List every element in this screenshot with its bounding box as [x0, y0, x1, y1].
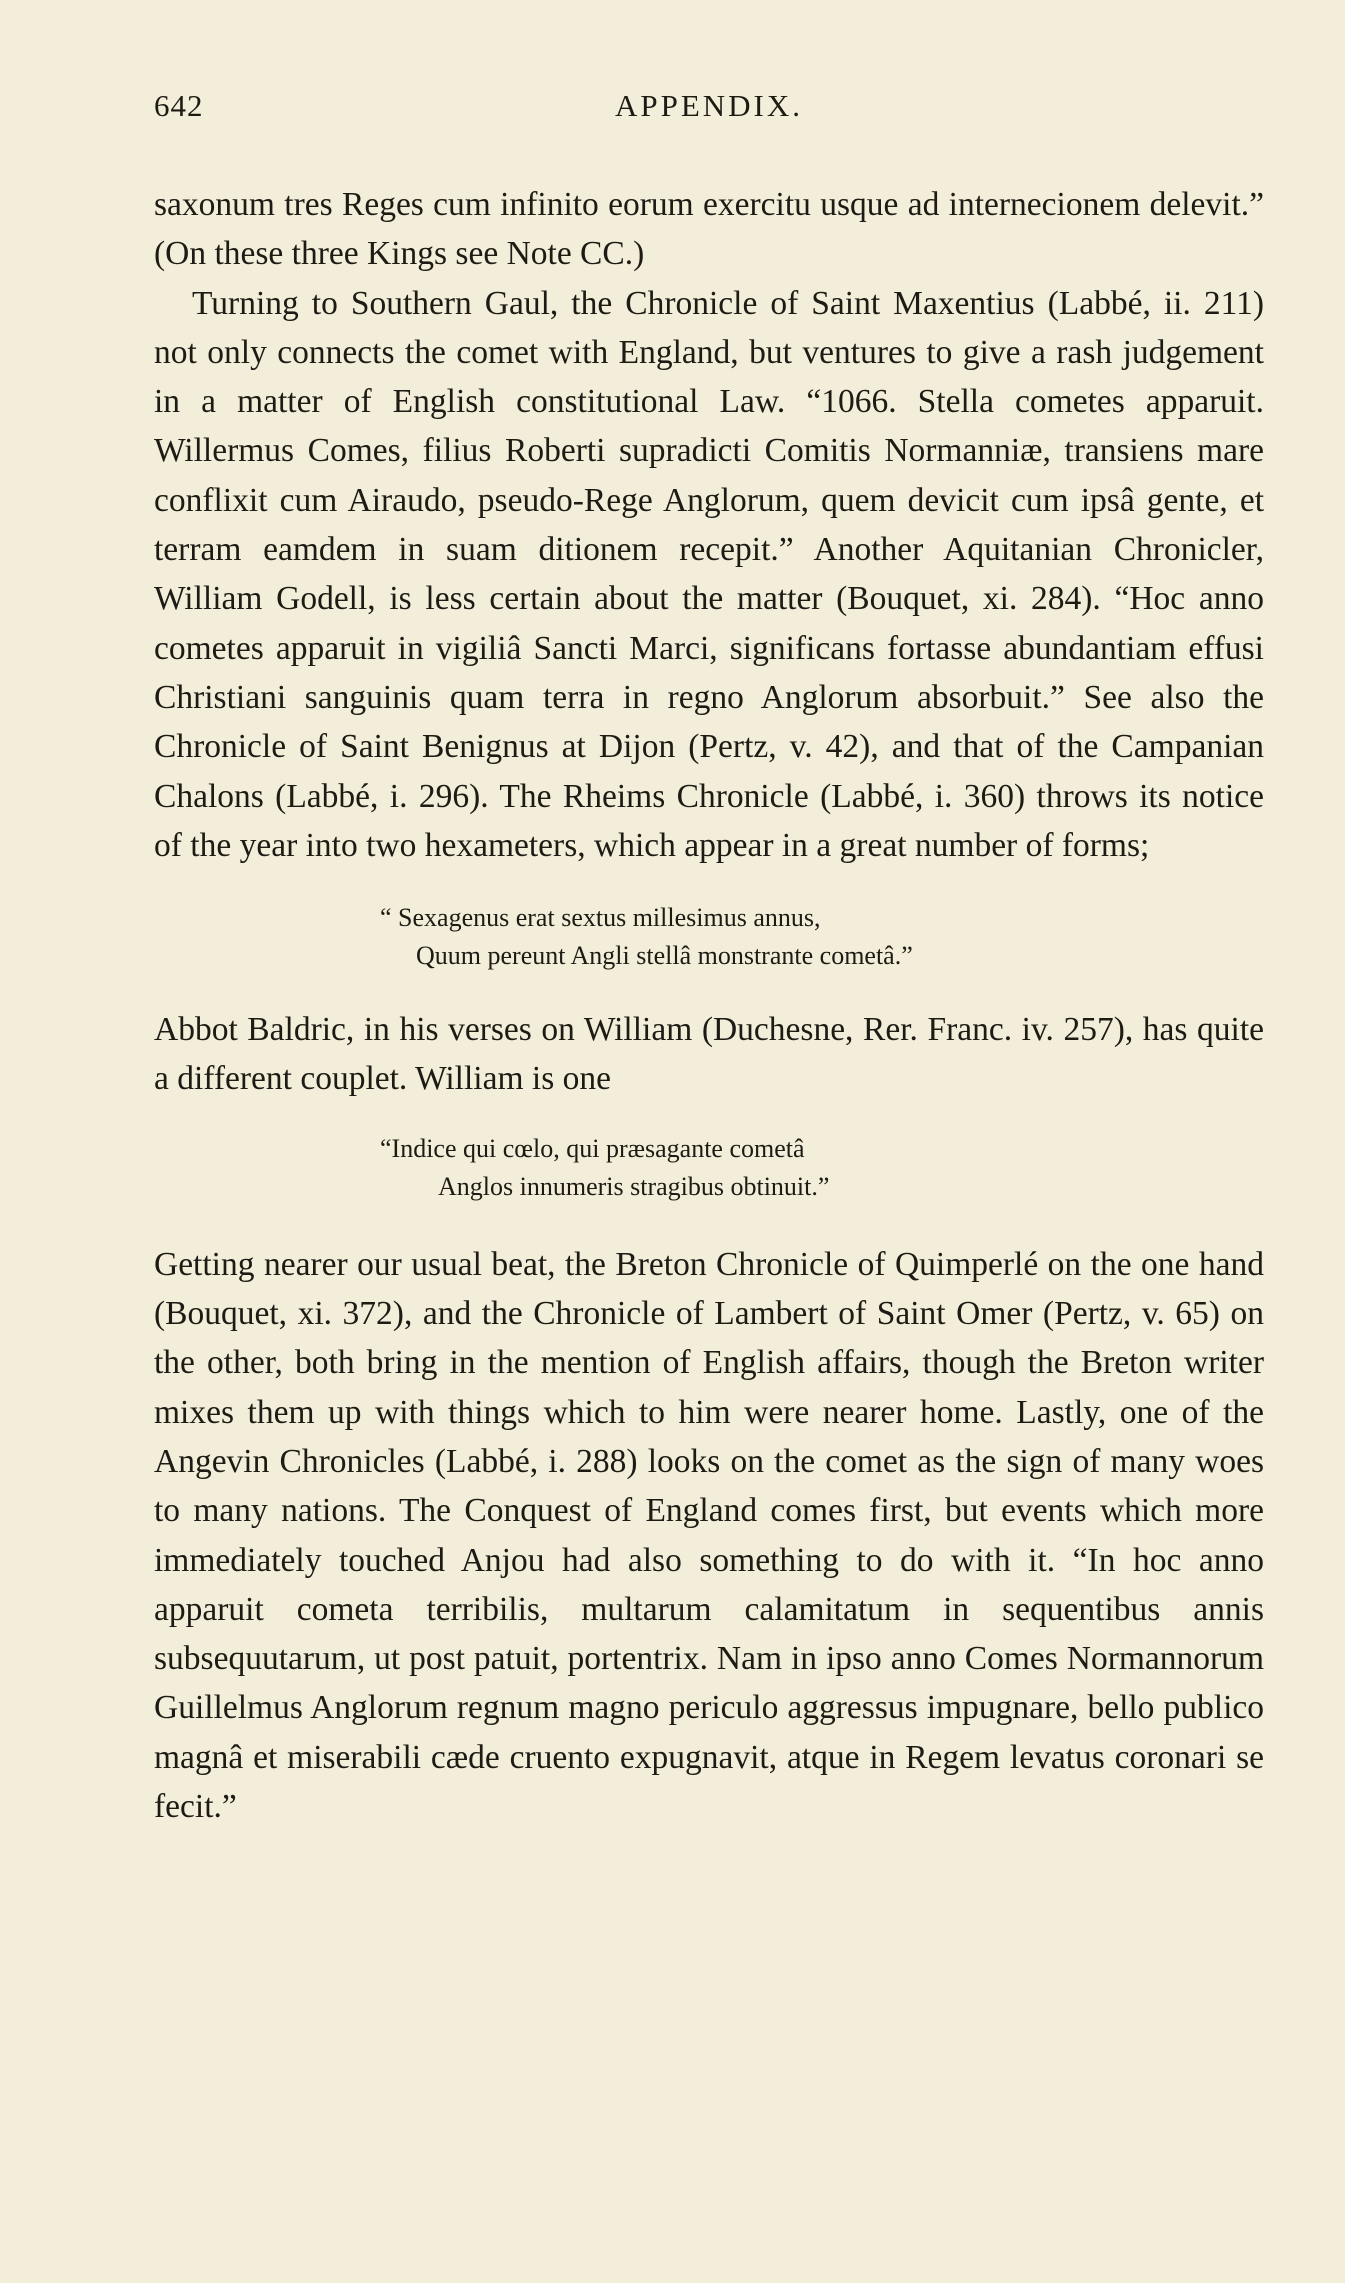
verse-line: Anglos innumeris stragibus obtinuit.”: [438, 1171, 830, 1201]
paragraph-baldric: Abbot Baldric, in his verses on William (Duchesne, Rer. Franc. iv. 257), has quite a different couplet. William is one: [154, 1011, 1264, 1098]
page-header: [154, 88, 1264, 128]
running-head: APPENDIX.: [614, 88, 804, 123]
verse-line: “ Sexagenus erat sextus millesimus annus,: [380, 903, 821, 933]
page-body: [154, 180, 1264, 1831]
verse-quote-rheims: [154, 899, 1264, 975]
verse-line: “Indice qui cœlo, qui præsagante cometâ: [380, 1133, 805, 1163]
page-number: 642: [154, 88, 204, 123]
paragraph-breton-chronicle: Getting nearer our usual beat, the Breton Chronicle of Quimperlé on the one hand (Bouquet, xi. 372), and the Chronicle of Lambert of Saint Omer (Pertz, v. 65) on the other, both bring in the mention of English affairs, though the Breton writer mixes them up with things which to him were nearer home. Lastly, one of the Angevin Chronicles (Labbé, i. 288) looks on the comet as the sign of many woes to many nations. The Conquest of England comes first, but events which more immediately touched Anjou had also something to do with it. “In hoc anno apparuit cometa terribilis, multarum calamitatum in sequentibus annis subsequutarum, ut post patuit, portentrix. Nam in ipso anno Comes Normannorum Guillelmus Anglorum regnum magno periculo aggressus impugnare, bello publico magnâ et miserabili cæde cruento expugnavit, atque in Regem levatus coronari se fecit.”: [154, 1245, 1264, 1826]
verse-line: Quum pereunt Angli stellâ monstrante cometâ.”: [416, 941, 913, 971]
verse-quote-baldric: [154, 1130, 1264, 1206]
paragraph-southern-gaul: Turning to Southern Gaul, the Chronicle of Saint Maxentius (Labbé, ii. 211) not only connects the comet with England, but ventures to give a rash judgement in a matter of English constitutional Law. “1066. Stella cometes apparuit. Willermus Comes, filius Roberti supradicti Comitis Normanniæ, transiens mare conflixit cum Airaudo, pseudo-Rege Anglorum, quem devicit cum ipsâ gente, et terram eamdem in suam ditionem recepit.” Another Aquitanian Chronicler, William Godell, is less certain about the matter (Bouquet, xi. 284). “Hoc anno cometes apparuit in vigiliâ Sancti Marci, significans fortasse abundantiam effusi Christiani sanguinis quam terra in regno Anglorum absorbuit.” See also the Chronicle of Saint Benignus at Dijon (Pertz, v. 42), and that of the Campanian Chalons (Labbé, i. 296). The Rheims Chronicle (Labbé, i. 360) throws its notice of the year into two hexameters, which appear in a great number of forms;: [154, 284, 1264, 864]
paragraph-continued: saxonum tres Reges cum infinito eorum exercitu usque ad internecionem delevit.” (On these three Kings see Note CC.): [154, 186, 1264, 273]
